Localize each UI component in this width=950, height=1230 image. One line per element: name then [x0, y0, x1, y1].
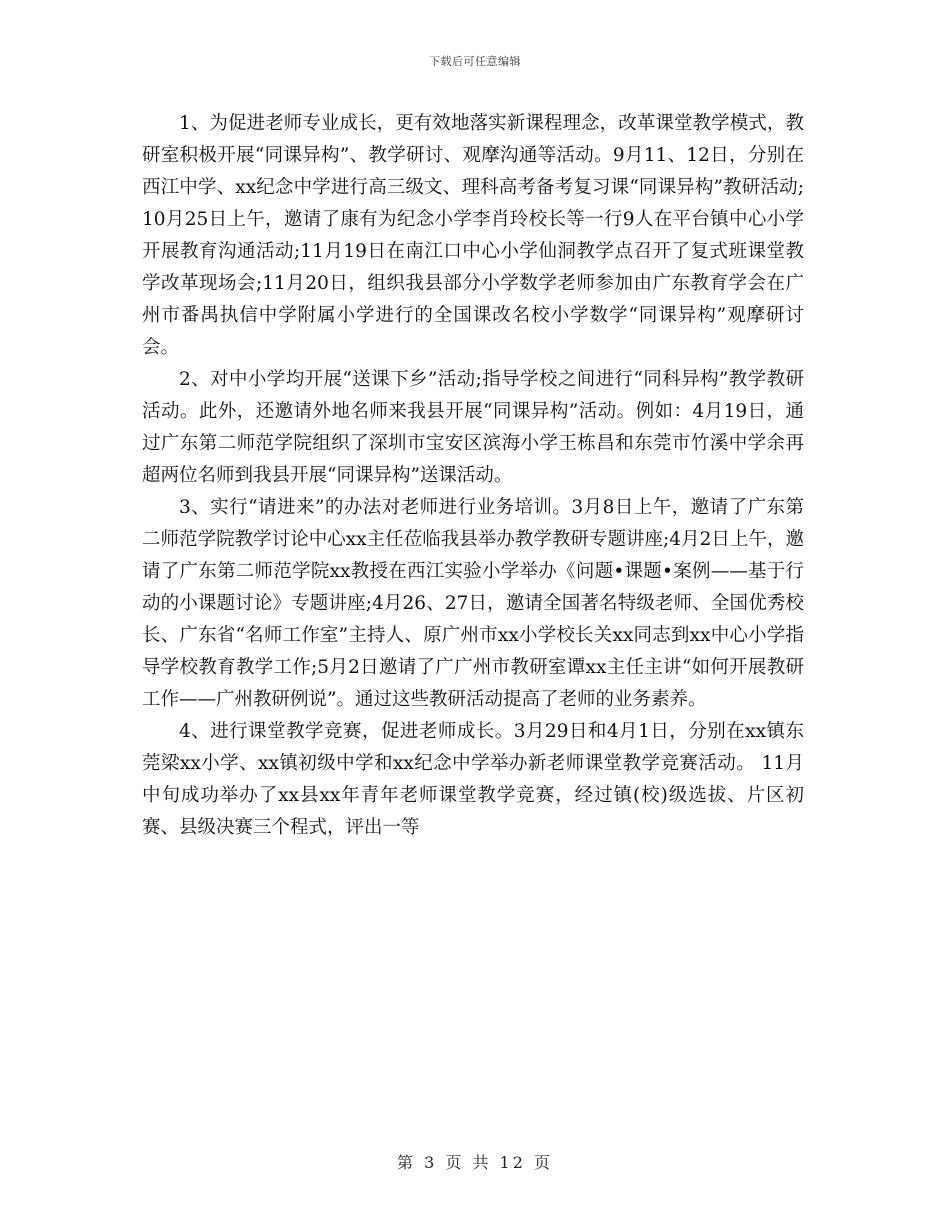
page-header-note: 下载后可任意编辑: [429, 55, 521, 68]
paragraph-2: 2、对中小学均开展“送课下乡”活动;指导学校之间进行“同科异构”教学教研活动。此外，还邀请外地名师来我县开展“同课异构”活动。例如：4月19日，通过广东第二师范学院组织了深圳市宝安区滨海小学王栋昌和东莞市竹溪中学余再超两位名师到我县开展“同课异构”送课活动。: [142, 369, 804, 486]
paragraph-3: 3、实行“请进来”的办法对老师进行业务培训。3月8日上午，邀请了广东第二师范学院教学讨论中心xx主任莅临我县举办教学教研专题讲座;4月2日上午，邀请了广东第二师范学院xx教授在西江实验小学举办《问题•课题•案例——基于行动的小课题讨论》专题讲座;4月26、27日，邀请全国著名特级老师、全国优秀校长、广东省“名师工作室”主持人、原广州市xx小学校长关xx同志到xx中心小学指导学校教育教学工作;5月2日邀请了广广州市教研室谭xx主任主讲“如何开展教研工作——广州教研例说”。通过这些教研活动提高了老师的业务素养。: [142, 497, 804, 710]
document-body: [142, 108, 804, 844]
paragraph-4: 4、进行课堂教学竞赛，促进老师成长。3月29日和4月1日，分别在xx镇东莞梁xx小学、xx镇初级中学和xx纪念中学举办新老师课堂教学竞赛活动。 11月中旬成功举办了xx县xx年青年老师课堂教学竞赛，经过镇(校)级选拔、片区初赛、县级决赛三个程式，评出一等: [142, 721, 804, 838]
paragraph-1: 1、为促进老师专业成长，更有效地落实新课程理念，改革课堂教学模式，教研室积极开展“同课异构”、教学研讨、观摩沟通等活动。9月11、12日，分别在西江中学、xx纪念中学进行高三级文、理科高考备考复习课“同课异构”教研活动;10月25日上午，邀请了康有为纪念小学李肖玲校长等一行9人在平台镇中心小学开展教育沟通活动;11月19日在南江口中心小学仙洞教学点召开了复式班课堂教学改革现场会;11月20日，组织我县部分小学数学老师参加由广东教育学会在广州市番禺执信中学附属小学进行的全国课改名校小学数学“同课异构”观摩研讨会。: [142, 113, 804, 358]
page-number-footer: 第 3 页 共 12 页: [397, 1153, 553, 1172]
